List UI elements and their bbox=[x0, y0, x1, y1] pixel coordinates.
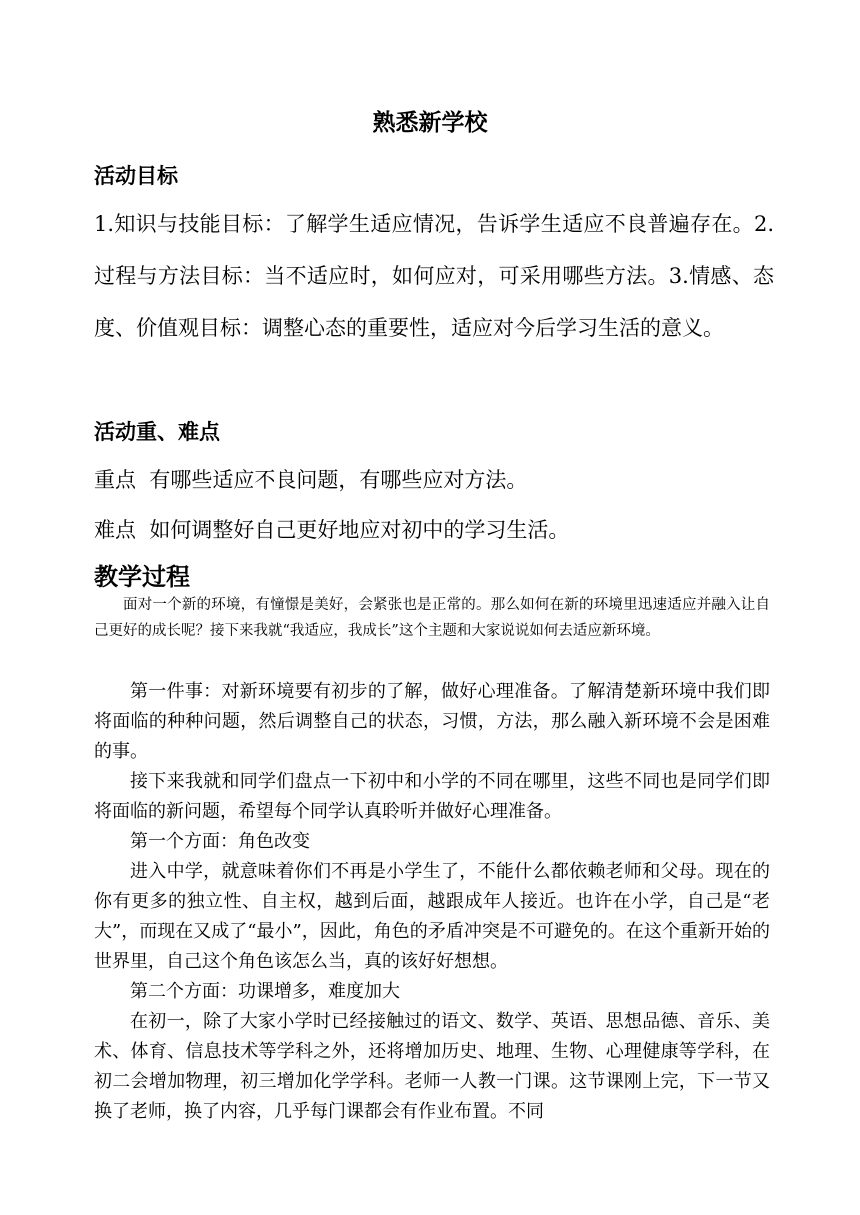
process-paragraph-1: 第一件事：对新环境要有初步的了解，做好心理准备。了解清楚新环境中我们即将面临的种种问题，然后调整自己的状态，习惯，方法，那么融入新环境不会是困难的事。 bbox=[94, 681, 770, 762]
process-heading: 教学过程 bbox=[94, 562, 190, 591]
key-point-text: 重点 有哪些适应不良问题，有哪些应对方法。 bbox=[94, 468, 528, 492]
aspect-1-text: 进入中学，就意味着你们不再是小学生了，不能什么都依赖老师和父母。现在的你有更多的独立性、自主权，越到后面，越跟成年人接近。也许在小学，自己是“老大”，而现在又成了“最小”，因此，角色的矛盾冲突是不可避免的。在这个重新开始的世界里，自己这个角色该怎么当，真的该好好想想。 bbox=[94, 861, 770, 972]
difficult-point-text: 难点 如何调整好自己更好地应对初中的学习生活。 bbox=[94, 518, 570, 542]
process-paragraph-2: 接下来我就和同学们盘点一下初中和小学的不同在哪里，这些不同也是同学们即将面临的新问题，希望每个同学认真聆听并做好心理准备。 bbox=[94, 771, 770, 822]
aspect-2-text: 在初一，除了大家小学时已经接触过的语文、数学、英语、思想品德、音乐、美术、体育、信息技术等学科之外，还将增加历史、地理、生物、心理健康等学科，在初二会增加物理，初三增加化学学科。老师一人教一门课。这节课刚上完，下一节又换了老师，换了内容，几乎每门课都会有作业布置。不同 bbox=[94, 1011, 770, 1122]
goals-heading: 活动目标 bbox=[94, 163, 178, 188]
document-title: 熟悉新学校 bbox=[372, 109, 488, 136]
aspect-1-title: 第一个方面：角色改变 bbox=[130, 831, 310, 852]
process-intro: 面对一个新的环境，有憧憬是美好，会紧张也是正常的。那么如何在新的环境里迅速适应并融入让自己更好的成长呢？接下来我就“我适应，我成长”这个主题和大家说说如何去适应新环境。 bbox=[94, 597, 770, 639]
aspect-2-title: 第二个方面：功课增多，难度加大 bbox=[130, 981, 400, 1002]
key-points-heading: 活动重、难点 bbox=[94, 419, 220, 444]
goals-text: 1.知识与技能目标：了解学生适应情况，告诉学生适应不良普遍存在。2.过程与方法目标：当不适应时，如何应对，可采用哪些方法。3.情感、态度、价值观目标：调整心态的重要性，适应对今后学习生活的意义。 bbox=[94, 212, 774, 340]
